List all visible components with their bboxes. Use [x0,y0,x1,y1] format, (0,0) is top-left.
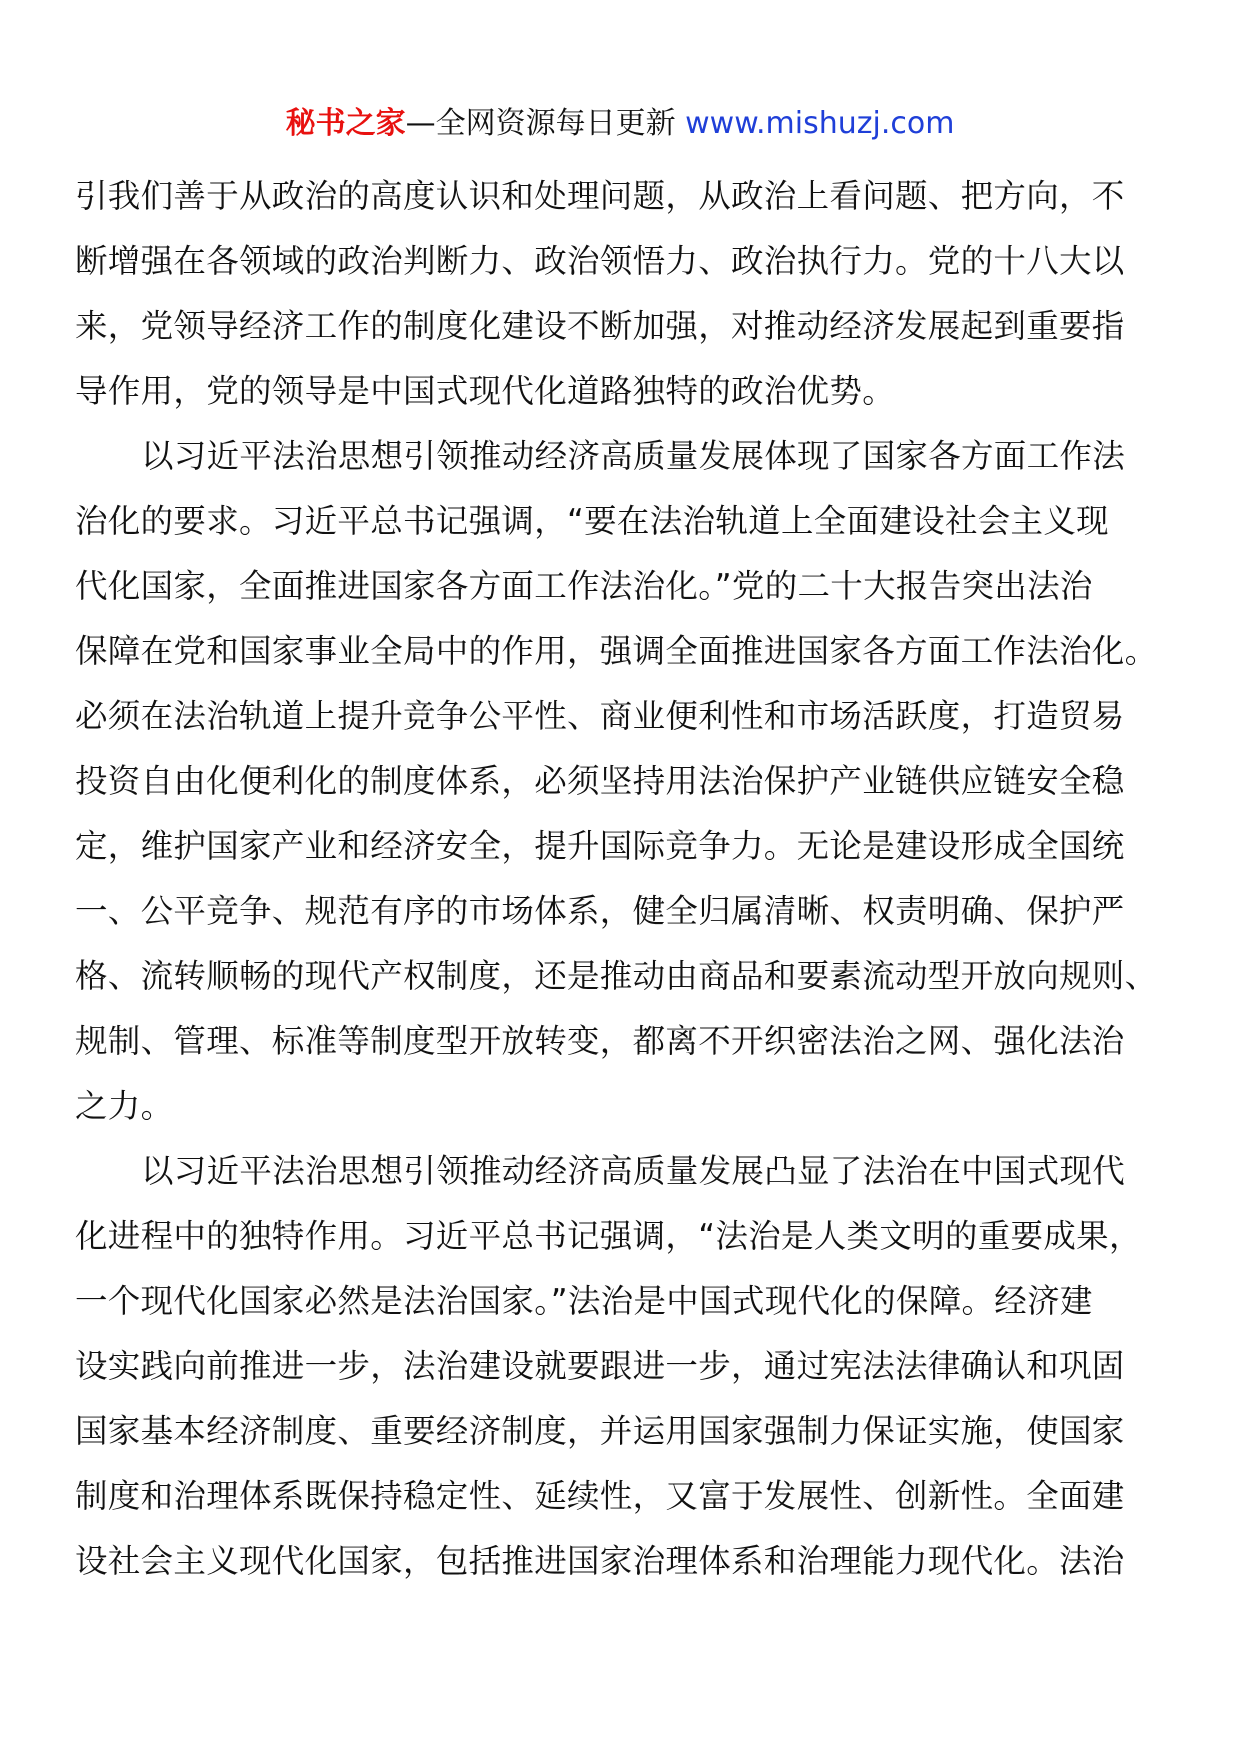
text-line: 化进程中的独特作用。习近平总书记强调，“法治是人类文明的重要成果， [75,1217,1142,1255]
text-line: 来，党领导经济工作的制度化建设不断加强，对推动经济发展起到重要指 [75,307,1125,345]
text-line: 之力。 [75,1087,174,1125]
paragraph-start-line: 以习近平法治思想引领推动经济高质量发展凸显了法治在中国式现代 [141,1152,1126,1190]
page-header [0,104,1240,144]
text-line: 代化国家，全面推进国家各方面工作法治化。”党的二十大报告突出法治 [75,567,1093,605]
text-line: 规制、管理、标准等制度型开放转变，都离不开织密法治之网、强化法治 [75,1022,1125,1060]
paragraph-start-line: 以习近平法治思想引领推动经济高质量发展体现了国家各方面工作法 [141,437,1126,475]
text-line: 格、流转顺畅的现代产权制度，还是推动由商品和要素流动型开放向规则、 [75,957,1158,995]
document-body [75,164,1165,1594]
text-line: 治化的要求。习近平总书记强调，“要在法治轨道上全面建设社会主义现 [75,502,1109,540]
text-line: 投资自由化便利化的制度体系，必须坚持用法治保护产业链供应链安全稳 [75,762,1125,800]
site-url-link[interactable]: www.mishuzj.com [685,106,955,141]
text-line: 国家基本经济制度、重要经济制度，并运用国家强制力保证实施，使国家 [75,1412,1125,1450]
text-line: 设实践向前推进一步，法治建设就要跟进一步，通过宪法法律确认和巩固 [75,1347,1125,1385]
text-line: 设社会主义现代化国家，包括推进国家治理体系和治理能力现代化。法治 [75,1542,1125,1580]
text-line: 一、公平竞争、规范有序的市场体系，健全归属清晰、权责明确、保护严 [75,892,1125,930]
brand-name: 秘书之家 [285,106,406,141]
header-tagline: —全网资源每日更新 [405,106,686,141]
text-line: 一个现代化国家必然是法治国家。”法治是中国式现代化的保障。经济建 [75,1282,1093,1320]
text-line: 必须在法治轨道上提升竞争公平性、商业便利性和市场活跃度，打造贸易 [75,697,1125,735]
text-line: 引我们善于从政治的高度认识和处理问题，从政治上看问题、把方向，不 [75,177,1125,215]
text-line: 定，维护国家产业和经济安全，提升国际竞争力。无论是建设形成全国统 [75,827,1125,865]
text-line: 导作用，党的领导是中国式现代化道路独特的政治优势。 [75,372,896,410]
text-line: 制度和治理体系既保持稳定性、延续性，又富于发展性、创新性。全面建 [75,1477,1125,1515]
text-line: 保障在党和国家事业全局中的作用，强调全面推进国家各方面工作法治化。 [75,632,1158,670]
text-line: 断增强在各领域的政治判断力、政治领悟力、政治执行力。党的十八大以 [75,242,1125,280]
